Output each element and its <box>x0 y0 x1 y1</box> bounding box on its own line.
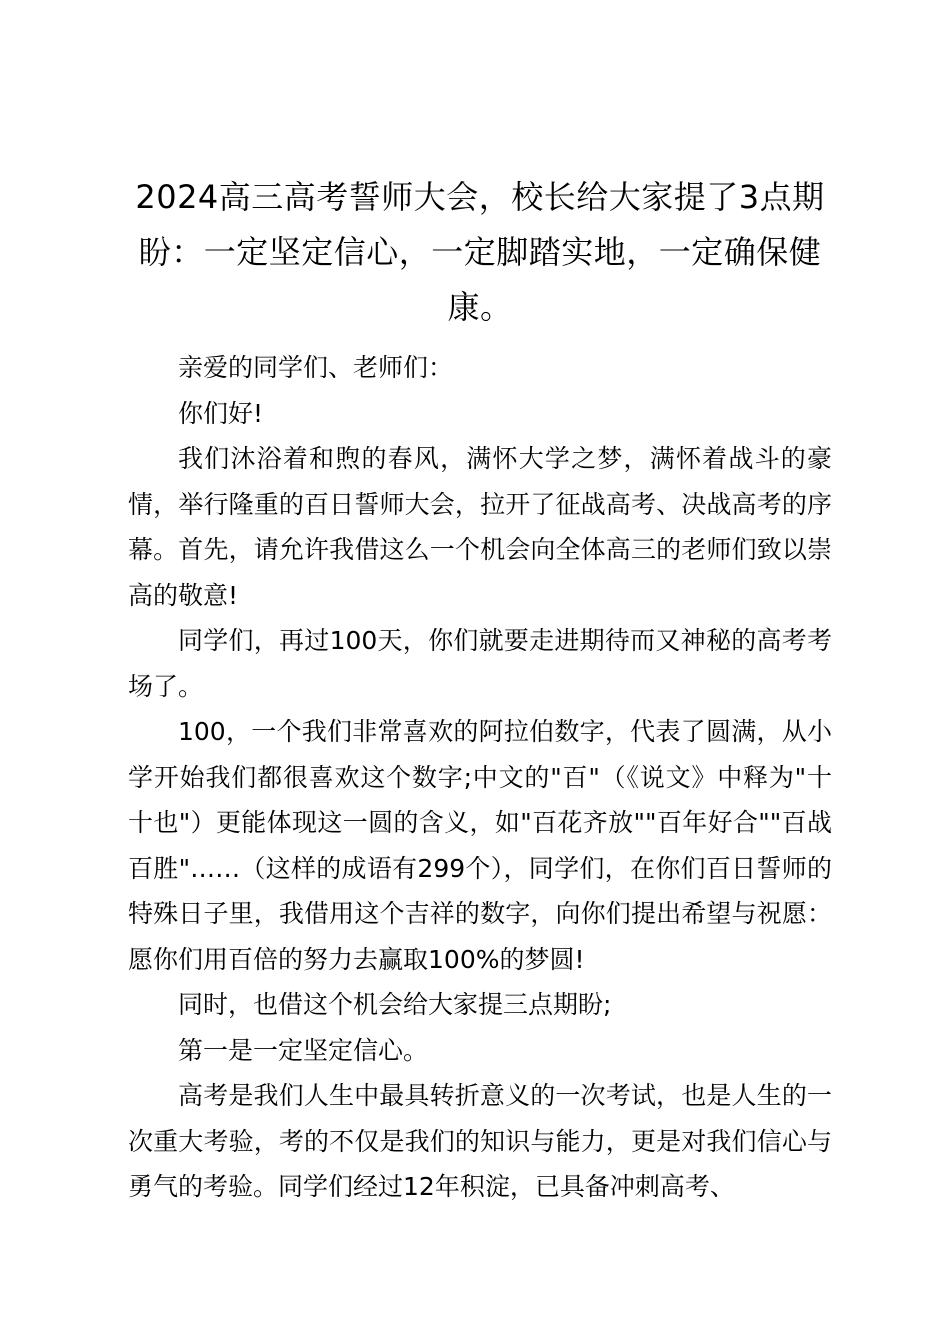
document-page <box>128 170 832 1210</box>
paragraph-three-hopes: 同时，也借这个机会给大家提三点期盼; <box>178 990 612 1019</box>
document-body <box>128 345 832 1210</box>
paragraph-countdown: 同学们，再过100天，你们就要走进期待而又神秘的高考考场了。 <box>128 626 832 701</box>
paragraph-opening: 我们沐浴着和煦的春风，满怀大学之梦，满怀着战斗的豪情，举行隆重的百日誓师大会，拉开了征战高考、决战高考的序幕。首先，请允许我借这么一个机会向全体高三的老师们致以崇高的敬意! <box>128 444 832 610</box>
paragraph-greeting: 亲爱的同学们、老师们： <box>178 353 454 382</box>
paragraph-hundred: 100，一个我们非常喜欢的阿拉伯数字，代表了圆满，从小学开始我们都很喜欢这个数字;中文的"百"（《说文》中释为"十十也"）更能体现这一圆的含义，如"百花齐放""百年好合""百战百胜"……（这样的成语有299个），同学们，在你们百日誓师的特殊日子里，我借用这个吉祥的数字，向你们提出希望与祝愿：愿你们用百倍的努力去赢取100%的梦圆! <box>128 717 832 974</box>
paragraph-exam-significance: 高考是我们人生中最具转折意义的一次考试，也是人生的一次重大考验，考的不仅是我们的知识与能力，更是对我们信心与勇气的考验。同学们经过12年积淀，已具备冲刺高考、 <box>128 1081 832 1201</box>
paragraph-hello: 你们好! <box>178 398 264 428</box>
document-title: 2024高三高考誓师大会，校长给大家提了3点期盼：一定坚定信心，一定脚踏实地，一定确保健康。 <box>135 178 825 326</box>
paragraph-first-hope: 第一是一定坚定信心。 <box>178 1035 429 1065</box>
